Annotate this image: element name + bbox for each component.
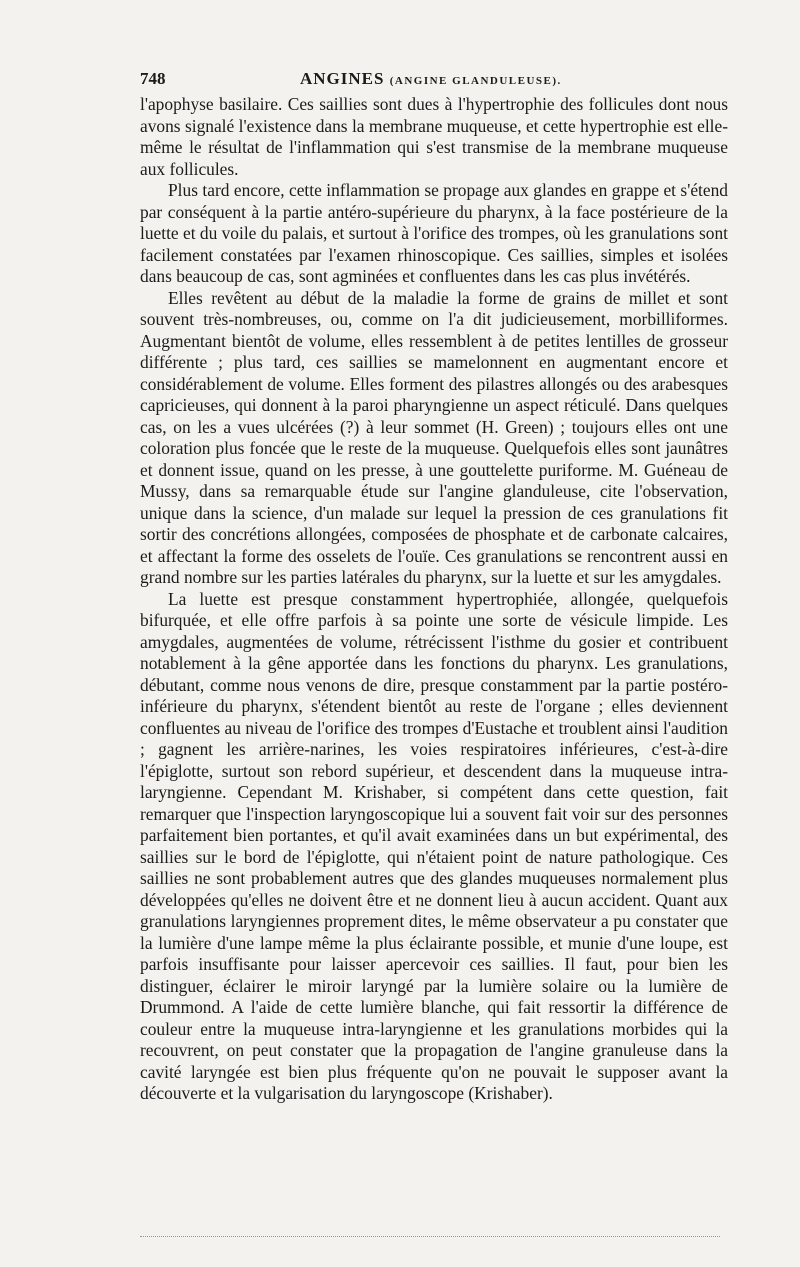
- running-title: [300, 66, 562, 94]
- paragraph: Elles revêtent au début de la maladie la forme de grains de millet et sont souvent très-nombreuses, ou, comme on l'a dit judicieusement, morbilliformes. Augmentant bientôt de volume, elles ressemblent à de petites lentilles de grosseur différente ; plus tard, ces saillies se mamelonnent en augmentant encore et considérablement de volume. Elles forment des pilastres allongés ou des arabesques capricieuses, qui donnent à la paroi pharyngienne un aspect réticulé. Dans quelques cas, on les a vues ulcérées (?) à leur sommet (H. Green) ; toujours elles ont une coloration plus foncée que le reste de la muqueuse. Quelquefois elles sont jaunâtres et donnent issue, quand on les presse, à une gouttelette puriforme. M. Guéneau de Mussy, dans sa remarquable étude sur l'angine glanduleuse, cite l'observation, unique dans la science, d'un malade sur lequel la pression de ces granulations fit sortir des concrétions allongées, composées de phosphate et de carbonate calcaires, et affectant la forme des osselets de l'ouïe. Ces granulations se rencontrent aussi en grand nombre sur les parties latérales du pharynx, sur la luette et sur les amygdales.: [140, 287, 728, 587]
- page-number: 748: [140, 69, 166, 88]
- paragraph: l'apophyse basilaire. Ces saillies sont dues à l'hypertrophie des follicules dont nous avons signalé l'existence dans la membrane muqueuse, et cette hypertrophie est elle-même le résultat de l'inflammation qui s'est transmise de la membrane muqueuse aux follicules.: [140, 94, 728, 179]
- footer-rule: [140, 1236, 720, 1237]
- running-head: [140, 66, 740, 92]
- running-title-sub: (ANGINE GLANDULEUSE).: [389, 75, 562, 87]
- paragraph: La luette est presque constamment hypertrophiée, allongée, quelquefois bifurquée, et elle offre parfois à sa pointe une sorte de vésicule limpide. Les amygdales, augmentées de volume, rétrécissent l'isthme du gosier et contribuent notablement à la gêne apportée dans les fonctions du pharynx. Les granulations, débutant, comme nous venons de dire, presque constamment par la partie postéro-inférieure du pharynx, s'étendent bientôt au reste de l'organe ; elles deviennent confluentes au niveau de l'orifice des trompes d'Eustache et troublent ainsi l'audition ; gagnent les arrière-narines, les voies respiratoires inférieures, c'est-à-dire l'épiglotte, surtout son rebord supérieur, et descendent dans la muqueuse intra-laryngienne. Cependant M. Krishaber, si compétent dans cette question, fait remarquer que l'inspection laryngoscopique lui a souvent fait voir sur des personnes parfaitement bien portantes, et qu'il avait examinées dans un but expérimental, des saillies sur le bord de l'épiglotte, qui n'étaient point de nature pathologique. Ces saillies ne sont probablement autres que des glandes muqueuses normalement plus développées qu'elles ne doivent être et ne donnent lieu à aucun accident. Quant aux granulations laryngiennes proprement dites, le même observateur a pu constater que la lumière d'une lampe même la plus éclairante possible, et munie d'une loupe, est parfois insuffisante pour laisser apercevoir ces saillies. Il faut, pour bien les distinguer, éclairer le miroir laryngé par la lumière solaire ou la lumière de Drummond. A l'aide de cette lumière blanche, qui fait ressortir la différence de couleur entre la muqueuse intra-laryngienne et les granulations morbides qui la recouvrent, on peut constater que la propagation de l'angine granuleuse dans la cavité laryngée est bien plus fréquente qu'on ne pouvait le supposer avant la découverte et la vulgarisation du laryngoscope (Krishaber).: [140, 588, 728, 1103]
- paragraph: Plus tard encore, cette inflammation se propage aux glandes en grappe et s'étend par conséquent à la partie antéro-supérieure du pharynx, à la face postérieure de la luette et du voile du palais, et surtout à l'orifice des trompes, où les granulations sont facilement constatées par l'examen rhinoscopique. Ces saillies, simples et isolées dans beaucoup de cas, sont agminées et confluentes dans les cas plus invétérés.: [140, 180, 729, 286]
- running-title-main: ANGINES: [300, 69, 385, 88]
- body-text: [140, 94, 728, 1105]
